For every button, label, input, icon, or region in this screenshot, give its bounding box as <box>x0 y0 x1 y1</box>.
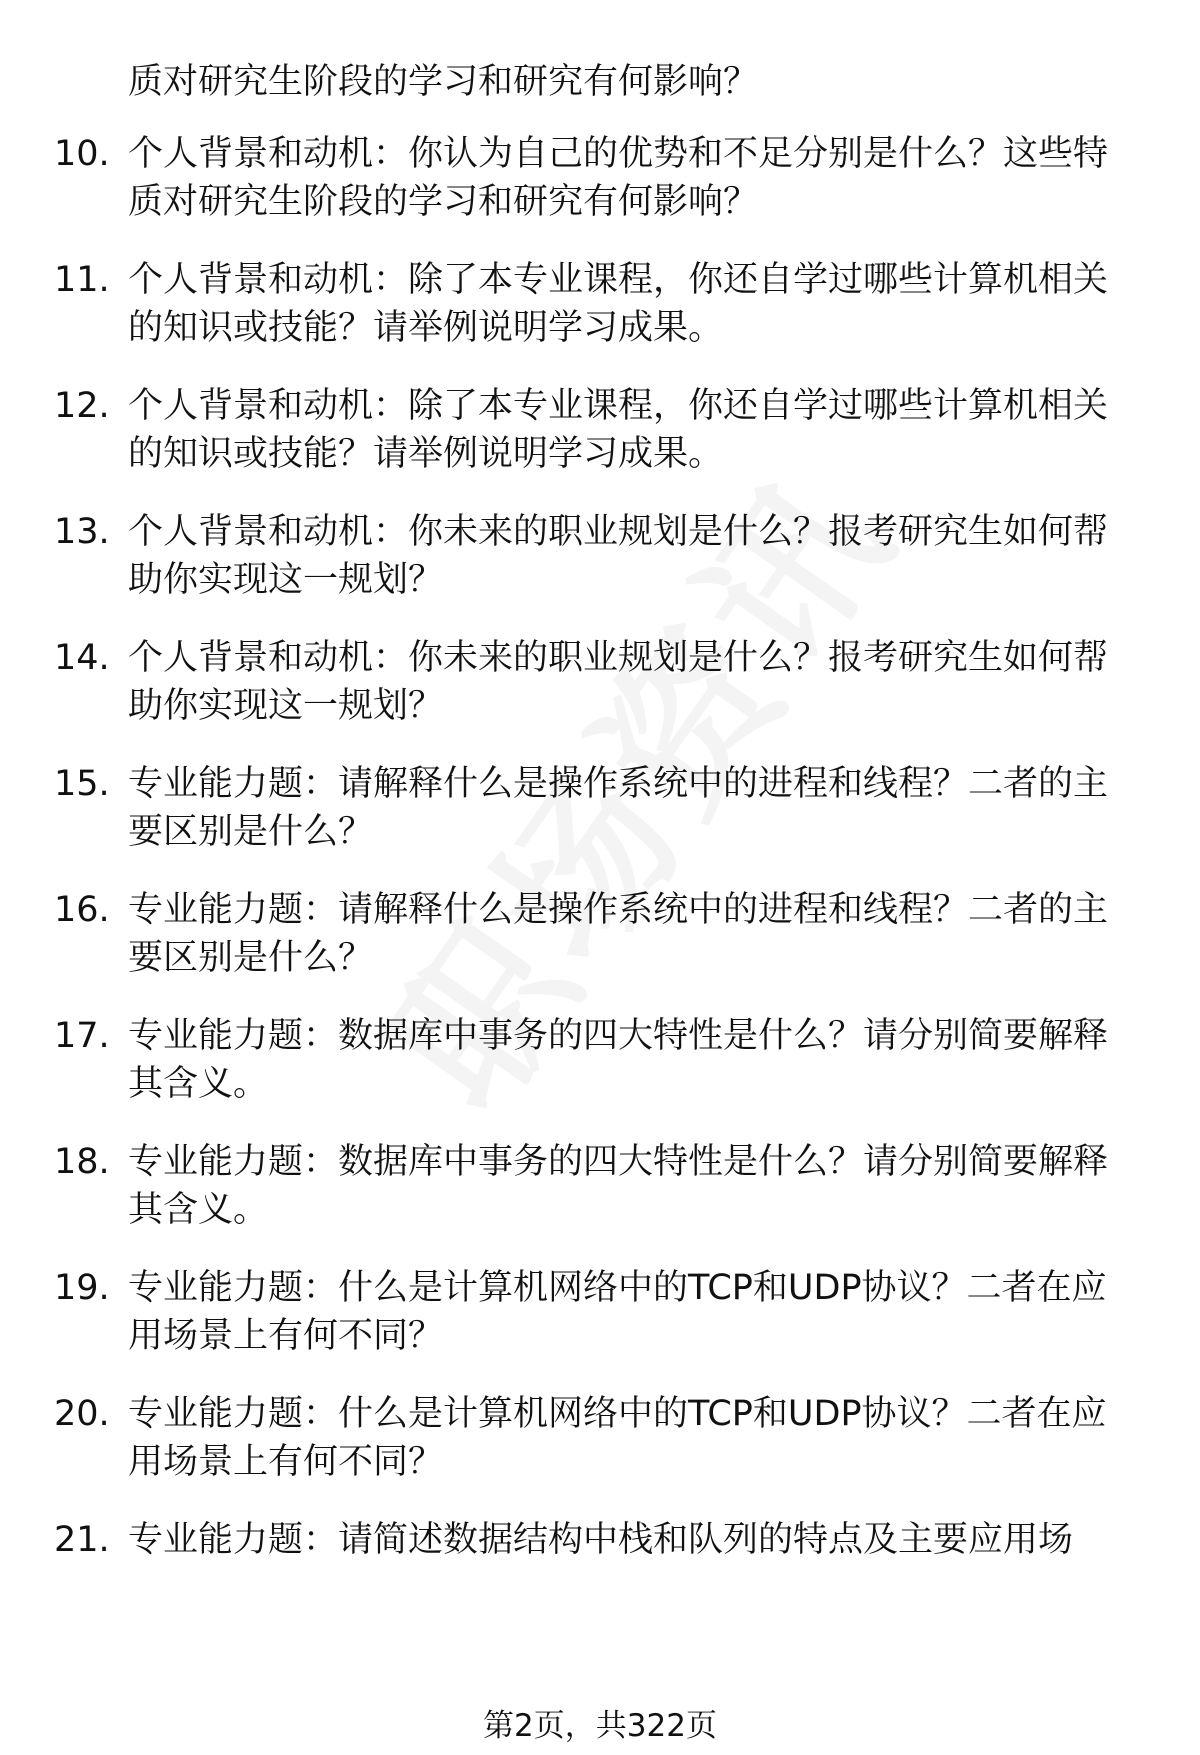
item-number: 20. <box>54 1394 110 1434</box>
item-text: 专业能力题：什么是计算机网络中的TCP和UDP协议？二者在应用场景上有何不同？ <box>128 1394 1107 1482</box>
item-number: 18. <box>54 1142 110 1182</box>
item-text: 专业能力题：请解释什么是操作系统中的进程和线程？二者的主要区别是什么？ <box>128 890 1109 978</box>
item-number: 14. <box>54 638 110 678</box>
page-number-footer: 第2页，共322页 <box>483 1708 717 1744</box>
item-text: 专业能力题：数据库中事务的四大特性是什么？请分别简要解释其含义。 <box>128 1016 1109 1104</box>
item-number: 10. <box>54 134 110 174</box>
item-text: 个人背景和动机：除了本专业课程，你还自学过哪些计算机相关的知识或技能？请举例说明学习成果。 <box>128 260 1109 348</box>
item-number: 13. <box>54 512 110 552</box>
item-text: 个人背景和动机：你未来的职业规划是什么？报考研究生如何帮助你实现这一规划？ <box>128 638 1109 726</box>
item-text: 个人背景和动机：你未来的职业规划是什么？报考研究生如何帮助你实现这一规划？ <box>128 512 1109 600</box>
item-text: 专业能力题：什么是计算机网络中的TCP和UDP协议？二者在应用场景上有何不同？ <box>128 1268 1107 1356</box>
item-number: 17. <box>54 1016 110 1056</box>
item-number: 11. <box>54 260 110 300</box>
item-text: 专业能力题：请简述数据结构中栈和队列的特点及主要应用场 <box>128 1520 1074 1560</box>
continued-question-text: 质对研究生阶段的学习和研究有何影响？ <box>128 62 759 102</box>
item-number: 16. <box>54 890 110 930</box>
item-text: 专业能力题：数据库中事务的四大特性是什么？请分别简要解释其含义。 <box>128 1142 1109 1230</box>
item-number: 19. <box>54 1268 110 1308</box>
item-number: 21. <box>54 1520 110 1560</box>
item-number: 15. <box>54 764 110 804</box>
item-text: 个人背景和动机：除了本专业课程，你还自学过哪些计算机相关的知识或技能？请举例说明学习成果。 <box>128 386 1109 474</box>
item-number: 12. <box>54 386 110 426</box>
item-text: 专业能力题：请解释什么是操作系统中的进程和线程？二者的主要区别是什么？ <box>128 764 1109 852</box>
item-text: 个人背景和动机：你认为自己的优势和不足分别是什么？这些特质对研究生阶段的学习和研究有何影响？ <box>128 134 1109 222</box>
